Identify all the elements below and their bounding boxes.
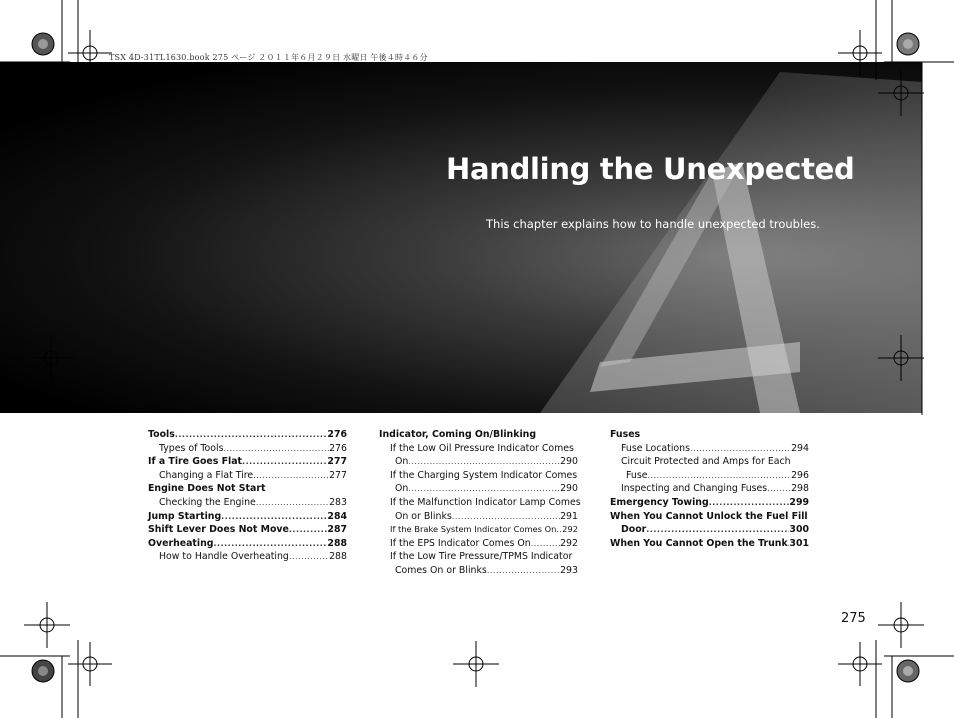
toc-subentry[interactable]: Checking the Engine ..... 283: [148, 496, 347, 510]
print-metadata: TSX 4D-31TL1630.book 275 ページ ２０１１年６月２９日 水曜日 午後４時４６分: [109, 53, 428, 62]
chapter-subtitle: This chapter explains how to handle unexpected troubles.: [486, 217, 820, 231]
toc-subentry[interactable]: If the Malfunction Indicator Lamp Comes: [390, 496, 581, 508]
toc-heading: Fuses: [610, 429, 641, 440]
toc-heading: Engine Does Not Start: [148, 483, 266, 495]
toc-entry[interactable]: When You Cannot Open the Trunk ..... 301: [610, 537, 809, 551]
toc-column-1: [148, 428, 347, 564]
toc-subentry[interactable]: Types of Tools ..... 276: [148, 442, 347, 456]
toc-heading: Indicator, Coming On/Blinking: [379, 429, 537, 440]
page-number: 275: [841, 611, 866, 626]
toc-subentry[interactable]: If the Charging System Indicator Comes: [390, 469, 578, 481]
toc-subentry[interactable]: Comes On or Blinks ..... 293: [379, 564, 578, 578]
toc-subentry[interactable]: How to Handle Overheating ..... 288: [148, 550, 347, 564]
toc-entry[interactable]: Door ..... 300: [610, 523, 809, 537]
toc-subentry[interactable]: If the Brake System Indicator Comes On ..... 292: [379, 523, 578, 537]
chapter-banner: [0, 62, 922, 413]
warning-triangle-image: [0, 62, 922, 413]
toc-entry[interactable]: Jump Starting ..... 284: [148, 510, 347, 524]
toc-subentry[interactable]: Changing a Flat Tire ..... 277: [148, 469, 347, 483]
toc-entry[interactable]: Shift Lever Does Not Move ..... 287: [148, 523, 347, 537]
toc-entry[interactable]: Tools ..... 276: [148, 428, 347, 442]
toc-subentry[interactable]: If the Low Oil Pressure Indicator Comes: [390, 442, 574, 454]
toc-subentry[interactable]: Fuse ..... 296: [610, 469, 809, 483]
toc-subentry[interactable]: On ..... 290: [379, 482, 578, 496]
toc-heading: When You Cannot Unlock the Fuel Fill: [610, 510, 808, 522]
toc-subentry[interactable]: Fuse Locations ..... 294: [610, 442, 809, 456]
toc-column-3: [610, 428, 809, 550]
toc-entry[interactable]: Emergency Towing ..... 299: [610, 496, 809, 510]
toc-subentry[interactable]: If the EPS Indicator Comes On ..... 292: [379, 537, 578, 551]
toc-column-2: [379, 428, 581, 578]
toc-subentry[interactable]: On or Blinks ..... 291: [379, 510, 578, 524]
toc-subentry[interactable]: If the Low Tire Pressure/TPMS Indicator: [390, 551, 573, 563]
toc-subentry[interactable]: On ..... 290: [379, 455, 578, 469]
chapter-title: Handling the Unexpected: [446, 152, 855, 186]
toc-entry[interactable]: Overheating ..... 288: [148, 537, 347, 551]
toc-subentry[interactable]: Inspecting and Changing Fuses ..... 298: [610, 482, 809, 496]
toc-subentry[interactable]: Circuit Protected and Amps for Each: [621, 456, 791, 468]
toc-entry[interactable]: If a Tire Goes Flat ..... 277: [148, 455, 347, 469]
